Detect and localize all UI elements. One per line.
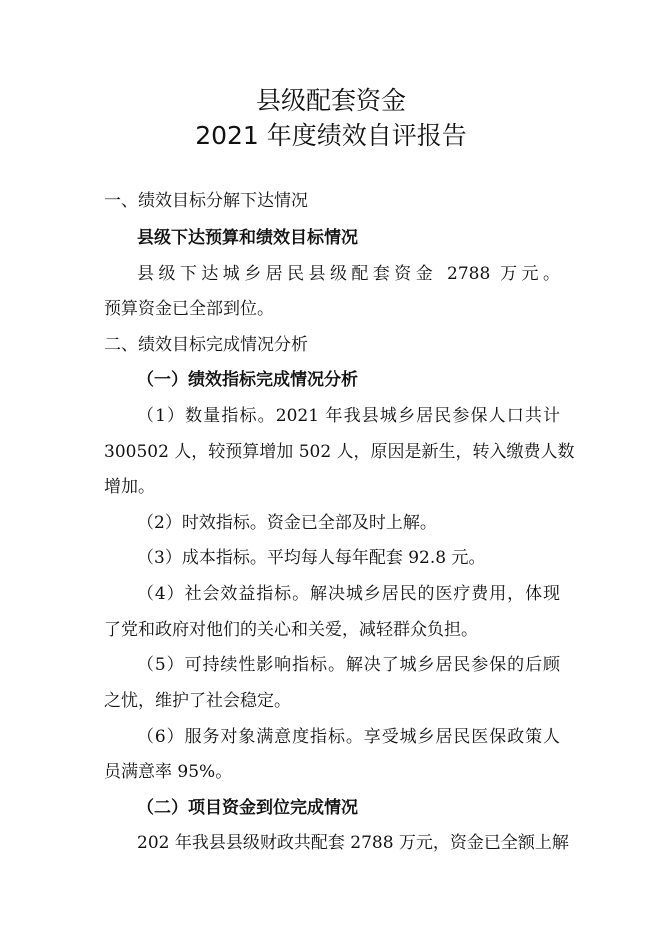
paragraph-satisfaction-line-1: （6）服务对象满意度指标。享受城乡居民医保政策人 [137, 727, 560, 747]
paragraph-quantity-line-2: 300502 人，较预算增加 502 人，原因是新生，转入缴费人数 [104, 442, 575, 462]
document-title-line-1: 县级配套资金 [255, 86, 406, 115]
paragraph-funds-line-1: 202 年我县县级财政共配套 2788 万元，资金已全额上解 [137, 833, 569, 853]
paragraph-cost: （3）成本指标。平均每人每年配套 92.8 元。 [137, 548, 486, 568]
subheading-indicators: （一）绩效指标完成情况分析 [137, 370, 358, 390]
document-title-line-2: 2021 年度绩效自评报告 [195, 121, 467, 150]
paragraph-budget-line-2: 预算资金已全部到位。 [104, 299, 274, 319]
paragraph-quantity-line-3: 增加。 [104, 477, 155, 497]
subheading-budget-targets: 县级下达预算和绩效目标情况 [137, 228, 358, 248]
paragraph-social-benefit-line-2: 了党和政府对他们的关心和关爱，减轻群众负担。 [104, 620, 478, 640]
paragraph-budget-line-1: 县级下达城乡居民县级配套资金 2788 万元。 [137, 264, 560, 284]
section-heading-2: 二、绩效目标完成情况分析 [104, 335, 308, 355]
paragraph-timeliness: （2）时效指标。资金已全部及时上解。 [137, 513, 437, 533]
paragraph-quantity-line-1: （1）数量指标。2021 年我县城乡居民参保人口共计 [137, 406, 560, 426]
paragraph-sustainability-line-2: 之忧，维护了社会稳定。 [104, 691, 291, 711]
subheading-funds: （二）项目资金到位完成情况 [137, 798, 358, 818]
paragraph-satisfaction-line-2: 员满意率 95%。 [104, 762, 233, 782]
paragraph-sustainability-line-1: （5）可持续性影响指标。解决了城乡居民参保的后顾 [137, 655, 560, 675]
paragraph-social-benefit-line-1: （4）社会效益指标。解决城乡居民的医疗费用，体现 [137, 584, 560, 604]
section-heading-1: 一、绩效目标分解下达情况 [104, 191, 308, 211]
